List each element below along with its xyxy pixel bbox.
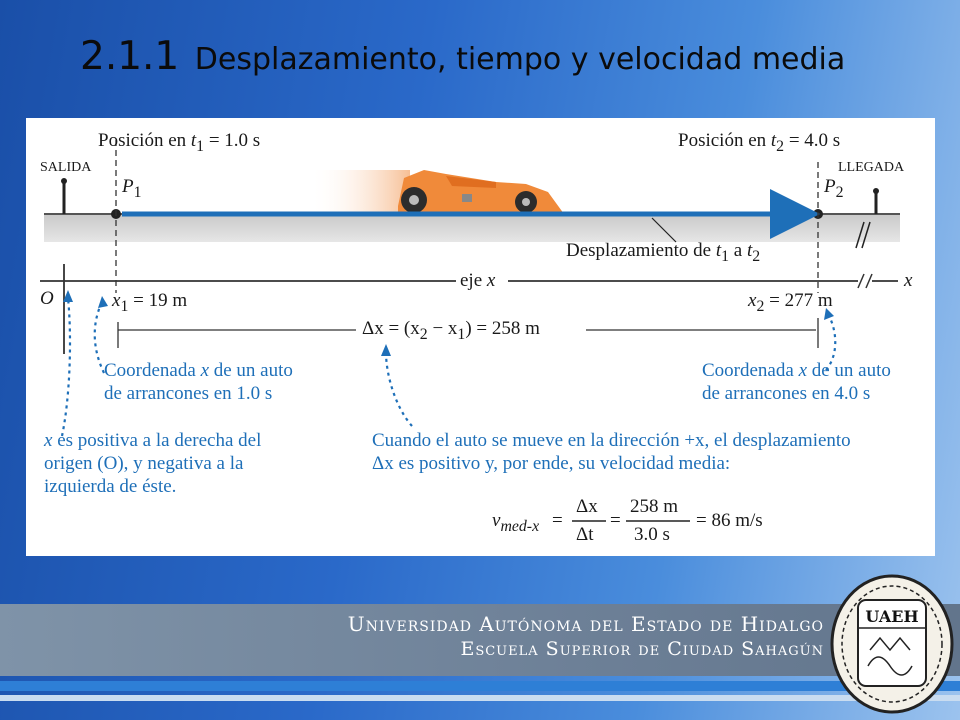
position-2-label: Posición en $t_2 = 4.0$ s xyxy=(678,130,841,155)
footer-stripe-2 xyxy=(0,695,960,701)
x2-label: $x_2 = 277$ m xyxy=(748,290,833,315)
note-average-velocity: Cuando el auto se mueve en la dirección +x, el desplazamiento Δx es positivo y, por ende, su velocidad media: xyxy=(372,430,851,474)
note-sign-convention: x es positiva a la derecha del origen (O), y negativa a la izquierda de éste. xyxy=(44,430,262,497)
slide-title xyxy=(80,34,845,79)
p2-label: $P_2$ xyxy=(824,176,844,201)
origin-label: O xyxy=(40,288,54,309)
dragster-car-icon xyxy=(398,170,564,214)
formula-eq-1: = xyxy=(552,510,563,531)
delta-x-equation: $\Delta x = (x_2 - x_1) = 258$ m xyxy=(362,318,540,343)
footer-stripe-1 xyxy=(0,681,960,691)
p1-label: $P_1$ xyxy=(122,176,142,201)
university-name: Universidad Autónoma del Estado de Hidalgo xyxy=(347,612,824,636)
school-name: Escuela Superior de Ciudad Sahagún xyxy=(460,638,824,660)
seal-letters: UAEH xyxy=(865,607,919,626)
formula-den-1: Δt xyxy=(576,524,594,545)
slide-title-text: Desplazamiento, tiempo y velocidad media xyxy=(194,42,846,77)
finish-label: LLEGADA xyxy=(838,160,905,175)
note-x2: Coordenada x de un auto de arrancones en 4.0 s xyxy=(702,360,891,404)
note-x1: Coordenada x de un auto de arrancones en 1.0 s xyxy=(104,360,293,404)
university-seal-icon xyxy=(828,570,956,714)
axis-end-label: x xyxy=(904,270,913,291)
motion-blur xyxy=(310,170,410,214)
formula-den-2: 3.0 s xyxy=(634,524,670,545)
x1-label: $x_1 = 19$ m xyxy=(112,290,188,315)
axis-label: eje x xyxy=(460,270,496,291)
formula-num-2: 258 m xyxy=(630,496,679,517)
formula-eq-2: = xyxy=(610,510,621,531)
road xyxy=(44,214,900,242)
formula-num-1: Δx xyxy=(576,496,598,517)
displacement-figure xyxy=(26,118,935,556)
formula-lhs: $v_{med-x}$ xyxy=(492,510,540,535)
start-label: SALIDA xyxy=(40,160,92,175)
formula-result: = 86 m/s xyxy=(696,510,763,531)
slide-number: 2.1.1 xyxy=(80,34,180,79)
position-1-label: Posición en $t_1 = 1.0$ s xyxy=(98,130,261,155)
displacement-label: Desplazamiento de $t_1$ a $t_2$ xyxy=(566,240,761,265)
